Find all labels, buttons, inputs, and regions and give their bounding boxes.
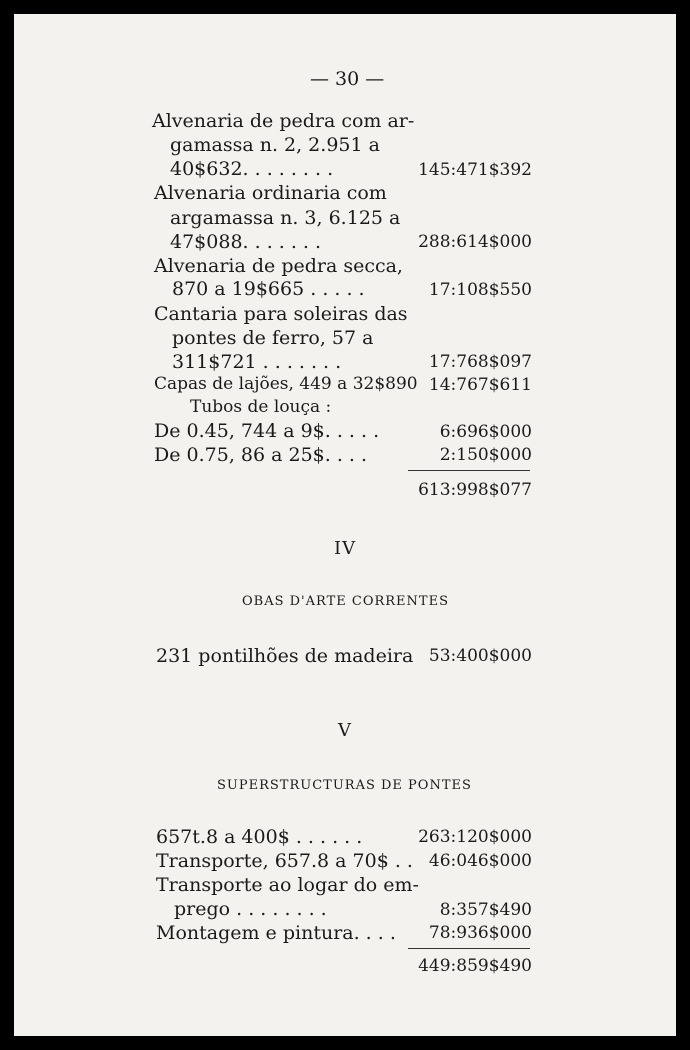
list-item-line: Alvenaria de pedra com ar- <box>152 110 415 132</box>
list-item-line: De 0.45, 744 a 9$. . . . . <box>154 420 380 442</box>
section-heading: SUPERSTRUCTURAS DE PONTES <box>217 778 472 793</box>
list-item-line: prego . . . . . . . . <box>174 898 327 920</box>
list-item-value: 53:400$000 <box>428 646 532 666</box>
list-item-value: 263:120$000 <box>418 827 532 847</box>
list-item-line: argamassa n. 3, 6.125 a <box>170 207 401 229</box>
list-item-value: 17:108$550 <box>428 280 532 300</box>
list-item-value: 2:150$000 <box>439 445 532 465</box>
list-item-value: 17:768$097 <box>428 352 532 372</box>
list-item-line: gamassa n. 2, 2.951 a <box>170 134 380 156</box>
list-item-line: De 0.75, 86 a 25$. . . . <box>154 444 368 466</box>
list-item-line: Cantaria para soleiras das <box>154 303 408 325</box>
section-total: 613:998$077 <box>418 480 532 500</box>
list-item-value: 78:936$000 <box>428 923 532 943</box>
list-item-line: 47$088. . . . . . . <box>170 231 322 253</box>
total-rule <box>408 948 530 949</box>
list-item-value: 46:046$000 <box>428 851 532 871</box>
list-item-line: Transporte ao logar do em- <box>156 874 419 896</box>
total-rule <box>408 470 530 471</box>
page-number: — 30 — <box>310 68 385 90</box>
list-item-line: 40$632. . . . . . . . <box>170 158 334 180</box>
section-total: 449:859$490 <box>418 956 532 976</box>
section-numeral: V <box>338 720 352 741</box>
list-item-value: 8:357$490 <box>439 900 532 920</box>
list-item-line: Montagem e pintura. . . . <box>156 922 396 944</box>
list-item-line: Alvenaria de pedra secca, <box>154 255 403 277</box>
section-numeral: IV <box>334 538 357 559</box>
list-item-line: 657t.8 a 400$ . . . . . . <box>156 826 363 848</box>
list-item-value: 6:696$000 <box>439 422 532 442</box>
list-item-value: 14:767$611 <box>428 375 532 395</box>
list-item-line: 870 a 19$665 . . . . . <box>172 278 365 300</box>
list-item-value: 288:614$000 <box>418 232 532 252</box>
book-page <box>14 14 676 1036</box>
list-item-line: Alvenaria ordinaria com <box>154 182 387 204</box>
list-item-line: Transporte, 657.8 a 70$ . . <box>156 850 413 872</box>
list-item-line: 231 pontilhões de madeira <box>156 645 414 667</box>
list-item-line: Tubos de louça : <box>190 397 332 417</box>
list-item-line: Capas de lajões, 449 a 32$890 <box>154 374 418 394</box>
list-item-line: pontes de ferro, 57 a <box>172 327 374 349</box>
list-item-line: 311$721 . . . . . . . <box>172 351 342 373</box>
list-item-value: 145:471$392 <box>418 160 532 180</box>
section-heading: OBAS D'ARTE CORRENTES <box>242 594 449 609</box>
